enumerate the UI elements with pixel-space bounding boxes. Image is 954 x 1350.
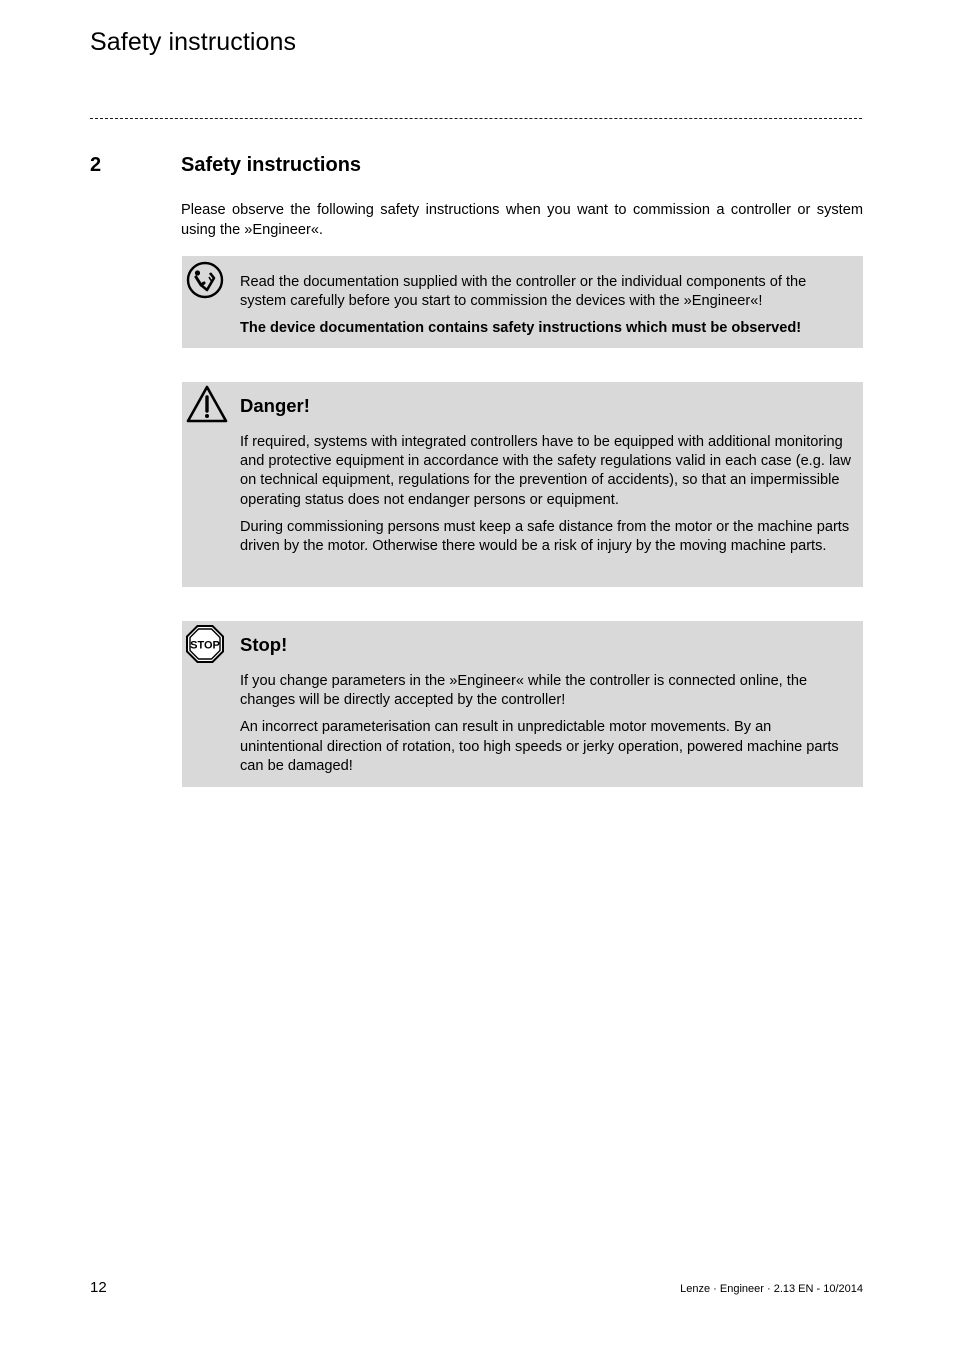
stop-text-2: An incorrect parameterisation can result in unpredictable motor movements. By an unintentional direction of rotation, too high speeds or jerky operation, powered machine parts can be damaged! [240,719,839,774]
danger-content [240,395,851,556]
documentation-note-content [240,273,851,339]
documentation-note-emphasis: The device documentation contains safety instructions which must be observed! [240,320,802,337]
danger-text-2: During commissioning persons must keep a safe distance from the motor or the machine parts driven by the motor. Otherwise there would be a risk of injury by the moving machine parts. [240,518,850,555]
section-title: Safety instructions [181,154,362,176]
running-header: Safety instructions [90,28,297,56]
stop-sign-text: STOP [190,639,220,652]
read-documentation-icon [185,260,225,305]
stop-heading: Stop! [240,634,288,655]
warning-triangle-icon [185,384,229,429]
section-intro: Please observe the following safety instructions when you want to commission a controller or system using the »Engineer«. [181,202,863,238]
footer-document-reference: Lenze · Engineer · 2.13 EN - 10/2014 [680,1283,863,1295]
stop-sign-icon [185,624,225,669]
documentation-note-box [182,256,863,348]
stop-content [240,634,851,776]
stop-box [182,621,863,787]
section-number: 2 [90,154,102,176]
danger-text-1: If required, systems with integrated controllers have to be equipped with additional monitoring and protective equipment in accordance with the safety regulations valid in each case (e.g. law on technical equipment, regulations for the prevention of accidents), so that an impermissible operating status does not endanger persons or equipment. [240,434,851,508]
danger-box [182,382,863,587]
page-number: 12 [90,1279,107,1296]
danger-heading: Danger! [240,395,310,416]
stop-text-1: If you change parameters in the »Engineer« while the controller is connected online, the changes will be directly accepted by the controller! [240,673,808,709]
header-divider [90,118,862,119]
documentation-note-text: Read the documentation supplied with the controller or the individual components of the system carefully before you start to commission the devices with the »Engineer«! [240,274,807,310]
